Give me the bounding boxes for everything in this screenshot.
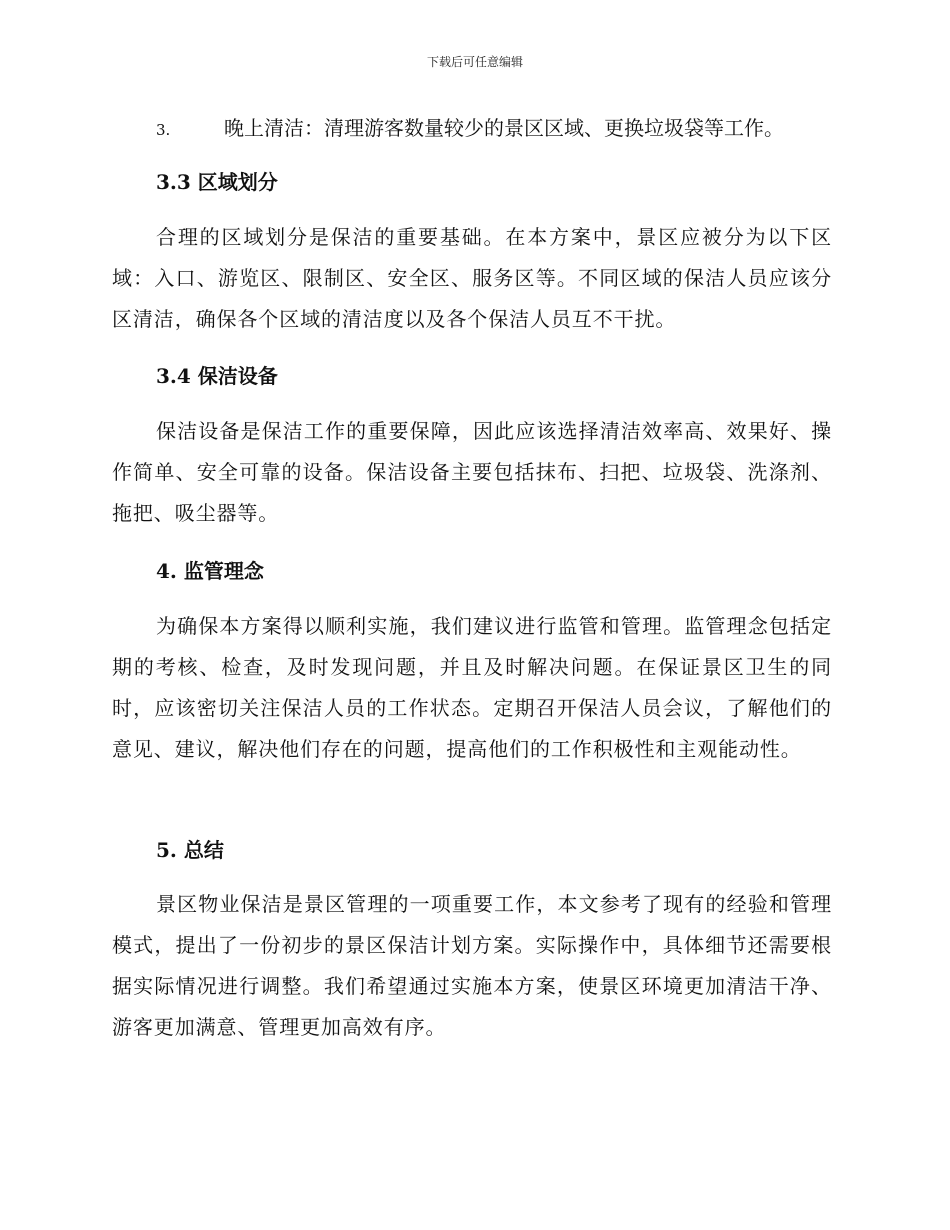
section-paragraph-supervision: 为确保本方案得以顺利实施，我们建议进行监管和管理。监管理念包括定期的考核、检查，及时发现问题，并且及时解决问题。在保证景区卫生的同时，应该密切关注保洁人员的工作状态。定期召开保洁人员会议，了解他们的意见、建议，解决他们存在的问题，提高他们的工作积极性和主观能动性。 xyxy=(112,614,832,761)
section-heading-cleaning-equipment: 3.4 保洁设备 xyxy=(156,364,278,388)
list-item-text: 晚上清洁：清理游客数量较少的景区区域、更换垃圾袋等工作。 xyxy=(224,116,784,140)
list-item xyxy=(156,114,846,144)
list-item-number: 3. xyxy=(156,121,171,139)
section-heading-supervision: 4. 监管理念 xyxy=(156,559,264,583)
page-header: 下载后可任意编辑 xyxy=(426,55,523,69)
section-paragraph-summary: 景区物业保洁是景区管理的一项重要工作，本文参考了现有的经验和管理模式，提出了一份初步的景区保洁计划方案。实际操作中，具体细节还需要根据实际情况进行调整。我们希望通过实施本方案，使景区环境更加清洁干净、游客更加满意、管理更加高效有序。 xyxy=(112,892,832,1039)
section-heading-area-division: 3.3 区域划分 xyxy=(156,170,278,194)
section-paragraph-cleaning-equipment: 保洁设备是保洁工作的重要保障，因此应该选择清洁效率高、效果好、操作简单、安全可靠的设备。保洁设备主要包括抹布、扫把、垃圾袋、洗涤剂、拖把、吸尘器等。 xyxy=(112,419,832,525)
section-heading-summary: 5. 总结 xyxy=(156,838,224,862)
section-paragraph-area-division: 合理的区域划分是保洁的重要基础。在本方案中，景区应被分为以下区域：入口、游览区、限制区、安全区、服务区等。不同区域的保洁人员应该分区清洁，确保各个区域的清洁度以及各个保洁人员互不干扰。 xyxy=(112,225,832,331)
